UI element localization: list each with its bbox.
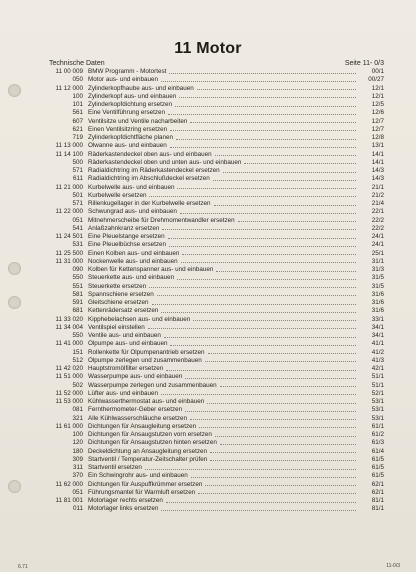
operation-number: 591: [72, 299, 83, 306]
list-item: [49, 423, 384, 431]
page-reference: 42/1: [371, 365, 384, 372]
list-item: [49, 340, 384, 348]
operation-number: 120: [72, 439, 83, 447]
operation-number: 11 53 000: [55, 398, 83, 405]
list-item: [49, 316, 384, 324]
list-item: [49, 250, 384, 258]
operation-number: 501: [72, 191, 83, 199]
list-item: [49, 357, 384, 365]
page-reference: 61/5: [371, 455, 384, 463]
header-left-label: Technische Daten: [49, 60, 105, 67]
operation-description: Ölpumpe zerlegen und zusammenbauen: [88, 356, 202, 364]
page-reference: 12/7: [371, 125, 384, 133]
operation-description: Mitnehmerscheibe für Drehmomentwandler ersetzen: [88, 216, 235, 224]
page-reference: 34/1: [371, 332, 384, 339]
page-reference: 41/3: [371, 356, 384, 364]
page-reference: 31/5: [371, 274, 384, 282]
operation-description: Zylinderkopfdichtfläche planen: [88, 134, 174, 141]
operation-description: Kurbelwelle aus- und einbauen: [88, 183, 175, 191]
operation-description: Dichtungen für Ansaugstutzen hinten ersetzen: [88, 439, 217, 447]
page-reference: 24/1: [371, 241, 384, 249]
list-item: [49, 142, 384, 150]
page-reference: 61/1: [371, 422, 384, 430]
operation-description: Ventile aus- und einbauen: [88, 332, 161, 339]
page-reference: 61/4: [371, 447, 384, 455]
operation-description: Ölpumpe aus- und einbauen: [88, 340, 168, 348]
operation-number: 621: [72, 125, 83, 133]
operation-description: Dichtungen für Ansaugstutzen vorn ersetzen: [88, 431, 212, 438]
operation-number: 11 00 009: [55, 68, 83, 75]
list-item: [49, 406, 384, 414]
operation-description: Ölwanne aus- und einbauen: [88, 142, 167, 150]
operation-number: 550: [72, 274, 83, 282]
list-item: [49, 324, 384, 332]
page-reference: 12/1: [371, 84, 384, 92]
operation-description: Rillenkugellager in der Kurbelwelle ersetzen: [88, 200, 211, 207]
list-item: [49, 497, 384, 505]
operation-description: Startventil ersetzen: [88, 464, 142, 471]
punch-hole: [8, 262, 21, 275]
list-item: [49, 365, 384, 373]
operation-number: 11 24 501: [55, 233, 83, 240]
list-item: [49, 299, 384, 307]
operation-description: Eine Pleuelbüchse ersetzen: [88, 241, 167, 249]
list-item: [49, 464, 384, 472]
page-reference: 21/2: [371, 191, 384, 199]
page-reference: 22/1: [371, 208, 384, 216]
operation-description: Einen Kolben aus- und einbauen: [88, 249, 180, 257]
page-reference: 31/1: [371, 257, 384, 265]
operation-description: Motor aus- und einbauen: [88, 76, 159, 84]
operation-number: 11 34 004: [55, 323, 83, 331]
page-reference: 51/1: [371, 373, 384, 381]
operation-description: Steuerkette aus- und einbauen: [88, 274, 175, 282]
operation-description: Zylinderkopfdichtung ersetzen: [88, 101, 173, 108]
header-page-label: Seite 11- 0/3: [344, 60, 384, 67]
operation-number: 11 33 020: [55, 315, 83, 323]
operation-description: Kurbelwelle ersetzen: [88, 191, 147, 199]
operation-number: 11 13 000: [55, 142, 83, 150]
operation-number: 681: [72, 307, 83, 315]
list-item: [49, 307, 384, 315]
page-reference: 33/1: [371, 315, 384, 323]
list-item: [49, 373, 384, 381]
page-reference: 31/3: [371, 266, 384, 273]
page-reference: 12/6: [371, 109, 384, 117]
operation-number: 11 61 000: [55, 422, 83, 430]
operation-description: Nockenwelle aus- und einbauen: [88, 257, 178, 265]
footer-date: 6.71: [18, 564, 28, 570]
list-item: [49, 76, 384, 84]
list-item: [49, 208, 384, 216]
operation-description: Gleitschiene ersetzen: [88, 299, 149, 306]
operation-description: Anlaßzahnkranz ersetzen: [88, 224, 160, 232]
list-item: [49, 167, 384, 175]
operation-description: Lüfter aus- und einbauen: [88, 389, 159, 397]
operation-number: 309: [72, 455, 83, 463]
page-reference: 53/1: [371, 406, 384, 414]
list-item: [49, 431, 384, 439]
page-reference: 00/1: [371, 68, 384, 75]
list-item: [49, 175, 384, 183]
operation-description: Radialdichtring im Räderkastendeckel ersetzen: [88, 167, 220, 174]
operation-description: Zylinderkopf aus- und einbauen: [88, 92, 177, 100]
operation-number: 11 42 020: [55, 365, 83, 372]
list-item: [49, 233, 384, 241]
page-reference: 31/6: [371, 307, 384, 315]
operation-description: Räderkastendeckel oben aus- und einbauen: [88, 150, 212, 158]
list-item: [49, 217, 384, 225]
operation-description: Startventil / Temperatur-Zeitschalter prüfen: [88, 455, 208, 463]
operation-description: Ein Schwingrohr aus- und einbauen: [88, 472, 188, 480]
list-item: [49, 68, 384, 76]
page-title: 11 Motor: [174, 40, 242, 57]
operation-description: Hauptstromölfilter ersetzen: [88, 365, 164, 372]
operation-number: 180: [72, 447, 83, 455]
operation-description: Kühlwasserthermostat aus- und einbauen: [88, 398, 205, 405]
page-reference: 53/1: [371, 414, 384, 422]
operation-number: 581: [72, 290, 83, 298]
operation-description: Eine Pleuelstange ersetzen: [88, 233, 165, 240]
page-reference: 34/1: [371, 323, 384, 331]
page-reference: 31/6: [371, 299, 384, 306]
list-item: [49, 439, 384, 447]
operation-description: Ventilsitze und Ventile nacharbeiten: [88, 117, 188, 125]
list-item: [49, 489, 384, 497]
operation-description: Kettenrädersatz ersetzen: [88, 307, 159, 315]
page-reference: 61/5: [371, 472, 384, 480]
page-reference: 22/2: [371, 224, 384, 232]
punch-hole: [8, 296, 21, 309]
page-reference: 61/5: [371, 464, 384, 471]
contents-list: [49, 68, 384, 514]
page-reference: 21/4: [371, 200, 384, 207]
list-item: [49, 291, 384, 299]
operation-number: 11 51 000: [55, 373, 83, 381]
operation-description: Eine Ventilführung ersetzen: [88, 109, 166, 117]
page-reference: 41/1: [371, 340, 384, 348]
operation-description: Fernthermometer-Geber ersetzen: [88, 406, 183, 414]
operation-description: Dichtungen für Ansaugleitung ersetzen: [88, 422, 197, 430]
operation-number: 11 52 000: [55, 389, 83, 397]
operation-number: 321: [72, 414, 83, 422]
operation-description: Einen Ventilsitzring ersetzen: [88, 125, 168, 133]
operation-number: 561: [72, 109, 83, 117]
list-item: [49, 481, 384, 489]
list-item: [49, 159, 384, 167]
operation-number: 11 41 000: [55, 340, 83, 348]
punch-hole: [8, 480, 21, 493]
page-reference: 41/2: [371, 348, 384, 356]
operation-number: 551: [72, 282, 83, 290]
page-reference: 12/5: [371, 101, 384, 108]
operation-description: Ventilspiel einstellen: [88, 323, 145, 331]
page-reference: 14/3: [371, 175, 384, 183]
page-reference: 61/3: [371, 439, 384, 447]
list-item: [49, 332, 384, 340]
operation-number: 011: [72, 505, 83, 513]
list-item: [49, 101, 384, 109]
list-item: [49, 390, 384, 398]
page-reference: 62/1: [371, 488, 384, 496]
operation-number: 502: [72, 381, 83, 389]
list-item: [49, 258, 384, 266]
page-reference: 00/27: [368, 76, 384, 84]
operation-description: Räderkastendeckel oben und unten aus- und einbauen: [88, 158, 242, 166]
operation-description: Steuerkette ersetzen: [88, 282, 147, 290]
page-reference: 61/2: [371, 431, 384, 438]
operation-number: 311: [72, 464, 83, 471]
operation-number: 101: [72, 101, 83, 108]
list-item: [49, 225, 384, 233]
operation-number: 531: [72, 241, 83, 249]
page-reference: 25/1: [371, 249, 384, 257]
list-item: [49, 505, 384, 513]
operation-number: 370: [72, 472, 83, 480]
page-reference: 12/1: [371, 92, 384, 100]
list-item: [49, 274, 384, 282]
operation-description: Wasserpumpe zerlegen und zusammenbauen: [88, 381, 217, 389]
operation-description: Führungsmantel für Warmluft ersetzen: [88, 488, 196, 496]
operation-description: Dichtungen für Auspuffkrümmer ersetzen: [88, 480, 203, 488]
list-item: [49, 241, 384, 249]
operation-number: 11 25 500: [55, 249, 83, 257]
operation-number: 050: [72, 76, 83, 84]
operation-number: 571: [72, 200, 83, 207]
page-reference: 13/1: [371, 142, 384, 150]
operation-description: Kolben für Kettenspanner aus- und einbauen: [88, 266, 214, 273]
operation-number: 100: [72, 92, 83, 100]
operation-description: Zylinderkopfhaube aus- und einbauen: [88, 84, 194, 92]
list-item: [49, 151, 384, 159]
operation-number: 151: [72, 348, 83, 356]
operation-number: 100: [72, 431, 83, 438]
list-item: [49, 456, 384, 464]
list-item: [49, 118, 384, 126]
operation-description: Schwungrad aus- und einbauen: [88, 208, 177, 216]
operation-number: 090: [72, 266, 83, 273]
page-reference: 24/1: [371, 233, 384, 240]
list-item: [49, 398, 384, 406]
operation-number: 11 81 001: [55, 497, 83, 504]
operation-description: Kipphebelachsen aus- und einbauen: [88, 315, 191, 323]
operation-number: 550: [72, 332, 83, 339]
list-item: [49, 85, 384, 93]
list-item: [49, 448, 384, 456]
operation-number: 607: [72, 117, 83, 125]
operation-description: Motorlager links ersetzen: [88, 505, 159, 513]
list-item: [49, 349, 384, 357]
page-reference: 51/1: [371, 381, 384, 389]
operation-number: 11 12 000: [55, 84, 83, 92]
operation-number: 719: [72, 134, 83, 141]
operation-number: 051: [72, 216, 83, 224]
operation-number: 11 21 000: [55, 183, 83, 191]
page-reference: 31/6: [371, 290, 384, 298]
operation-number: 051: [72, 488, 83, 496]
operation-description: Alle Kühlwasserschläuche ersetzen: [88, 414, 188, 422]
operation-description: Spannschiene ersetzen: [88, 290, 154, 298]
operation-number: 11 14 100: [55, 150, 83, 158]
punch-holes: [8, 0, 22, 572]
list-item: [49, 472, 384, 480]
page-reference: 22/2: [371, 216, 384, 224]
list-item: [49, 266, 384, 274]
operation-number: 11 22 000: [55, 208, 83, 216]
list-item: [49, 283, 384, 291]
operation-number: 11 62 000: [55, 480, 83, 488]
page-reference: 14/1: [371, 158, 384, 166]
page-reference: 53/1: [371, 398, 384, 405]
footer-page-number: 11-0/3: [386, 563, 400, 569]
page-reference: 62/1: [371, 480, 384, 488]
page-reference: 81/1: [371, 505, 384, 513]
operation-description: Radialdichtring im Abschlußdeckel ersetzen: [88, 175, 210, 183]
operation-description: Wasserpumpe aus- und einbauen: [88, 373, 183, 381]
list-item: [49, 93, 384, 101]
page-reference: 52/1: [371, 389, 384, 397]
list-item: [49, 134, 384, 142]
page-reference: 14/1: [371, 150, 384, 158]
operation-description: Motorlager rechts ersetzen: [88, 497, 163, 504]
page-reference: 21/1: [371, 183, 384, 191]
list-item: [49, 200, 384, 208]
operation-number: 512: [72, 356, 83, 364]
page-reference: 81/1: [371, 497, 384, 504]
punch-hole: [8, 84, 21, 97]
page-reference: 31/5: [371, 282, 384, 290]
list-item: [49, 126, 384, 134]
page-reference: 12/8: [371, 134, 384, 141]
operation-number: 571: [72, 167, 83, 174]
page-reference: 14/3: [371, 167, 384, 174]
list-item: [49, 415, 384, 423]
list-item: [49, 184, 384, 192]
list-item: [49, 109, 384, 117]
operation-number: 11 31 000: [55, 257, 83, 265]
operation-description: Rollenkette für Ölpumpenantrieb ersetzen: [88, 348, 205, 356]
operation-number: 081: [72, 406, 83, 414]
operation-description: Deckeldichtung an Ansaugleitung ersetzen: [88, 447, 208, 455]
page-reference: 12/7: [371, 117, 384, 125]
list-item: [49, 192, 384, 200]
operation-number: 500: [72, 158, 83, 166]
list-item: [49, 382, 384, 390]
operation-description: BMW Programm - Motortest: [88, 68, 167, 75]
operation-number: 611: [72, 175, 83, 183]
operation-number: 541: [72, 224, 83, 232]
